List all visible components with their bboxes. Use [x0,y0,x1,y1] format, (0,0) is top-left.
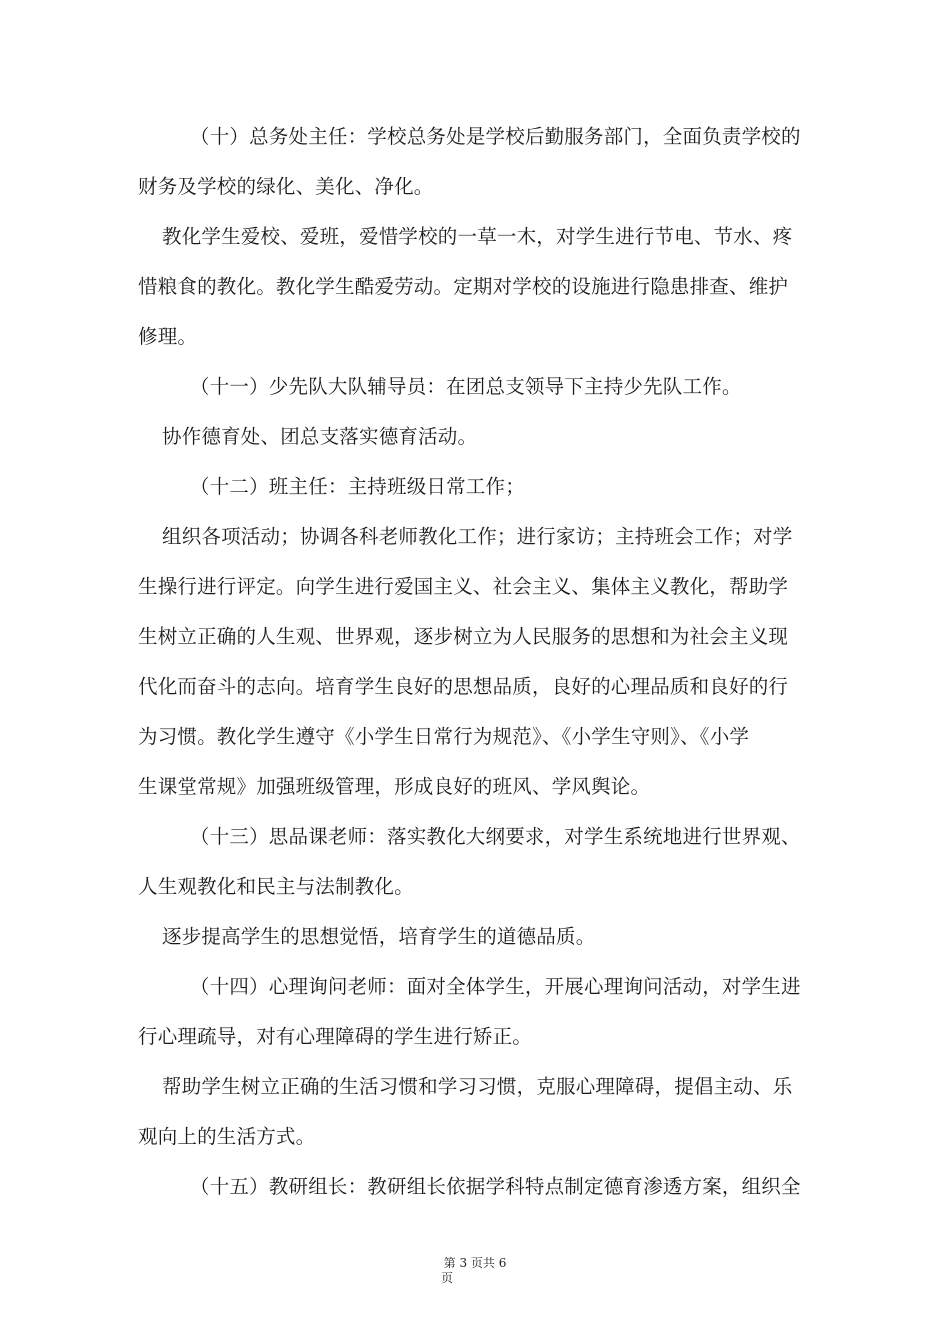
text-line: （十二）班主任：主持班级日常工作； [190,475,525,498]
page-number-footer [0,1256,950,1286]
text-line: （十一）少先队大队辅导员：在团总支领导下主持少先队工作。 [190,375,742,398]
page-number-line-2: 页 [440,1271,453,1285]
text-line: 生树立正确的人生观、世界观，逐步树立为人民服务的思想和为社会主义现 [138,625,789,648]
text-line: 逐步提高学生的思想觉悟，培育学生的道德品质。 [162,925,596,948]
text-line: 生操行进行评定。向学生进行爱国主义、社会主义、集体主义教化，帮助学 [138,575,789,598]
text-line: 惜粮食的教化。教化学生酷爱劳动。定期对学校的设施进行隐患排查、维护 [138,275,789,298]
text-line: 帮助学生树立正确的生活习惯和学习习惯，克服心理障碍，提倡主动、乐 [162,1075,793,1098]
text-line: （十三）思品课老师：落实教化大纲要求，对学生系统地进行世界观、 [190,825,801,848]
text-line: 为习惯。教化学生遵守《小学生日常行为规范》、《小学生守则》、《小学 [138,725,750,748]
text-line: 教化学生爱校、爱班，爱惜学校的一草一木，对学生进行节电、节水、疼 [162,225,793,248]
page-number-line-1: 第 3 页共 6 [443,1256,507,1270]
text-line: 财务及学校的绿化、美化、净化。 [138,175,434,198]
text-line: （十）总务处主任：学校总务处是学校后勤服务部门，全面负责学校的 [190,125,801,148]
text-line: 观向上的生活方式。 [138,1125,316,1148]
text-line: 生课堂常规》加强班级管理，形成良好的班风、学风舆论。 [138,775,651,798]
text-line: 协作德育处、团总支落实德育活动。 [162,425,478,448]
text-line: 代化而奋斗的志向。培育学生良好的思想品质，良好的心理品质和良好的行 [138,675,789,698]
text-line: 人生观教化和民主与法制教化。 [138,875,414,898]
text-line: 行心理疏导，对有心理障碍的学生进行矫正。 [138,1025,533,1048]
text-line: 组织各项活动；协调各科老师教化工作；进行家访；主持班会工作；对学 [162,525,793,548]
text-line: （十五）教研组长：教研组长依据学科特点制定德育渗透方案，组织全 [190,1175,801,1198]
text-line: 修理。 [138,325,198,348]
text-line: （十四）心理询问老师：面对全体学生，开展心理询问活动，对学生进 [190,975,801,998]
